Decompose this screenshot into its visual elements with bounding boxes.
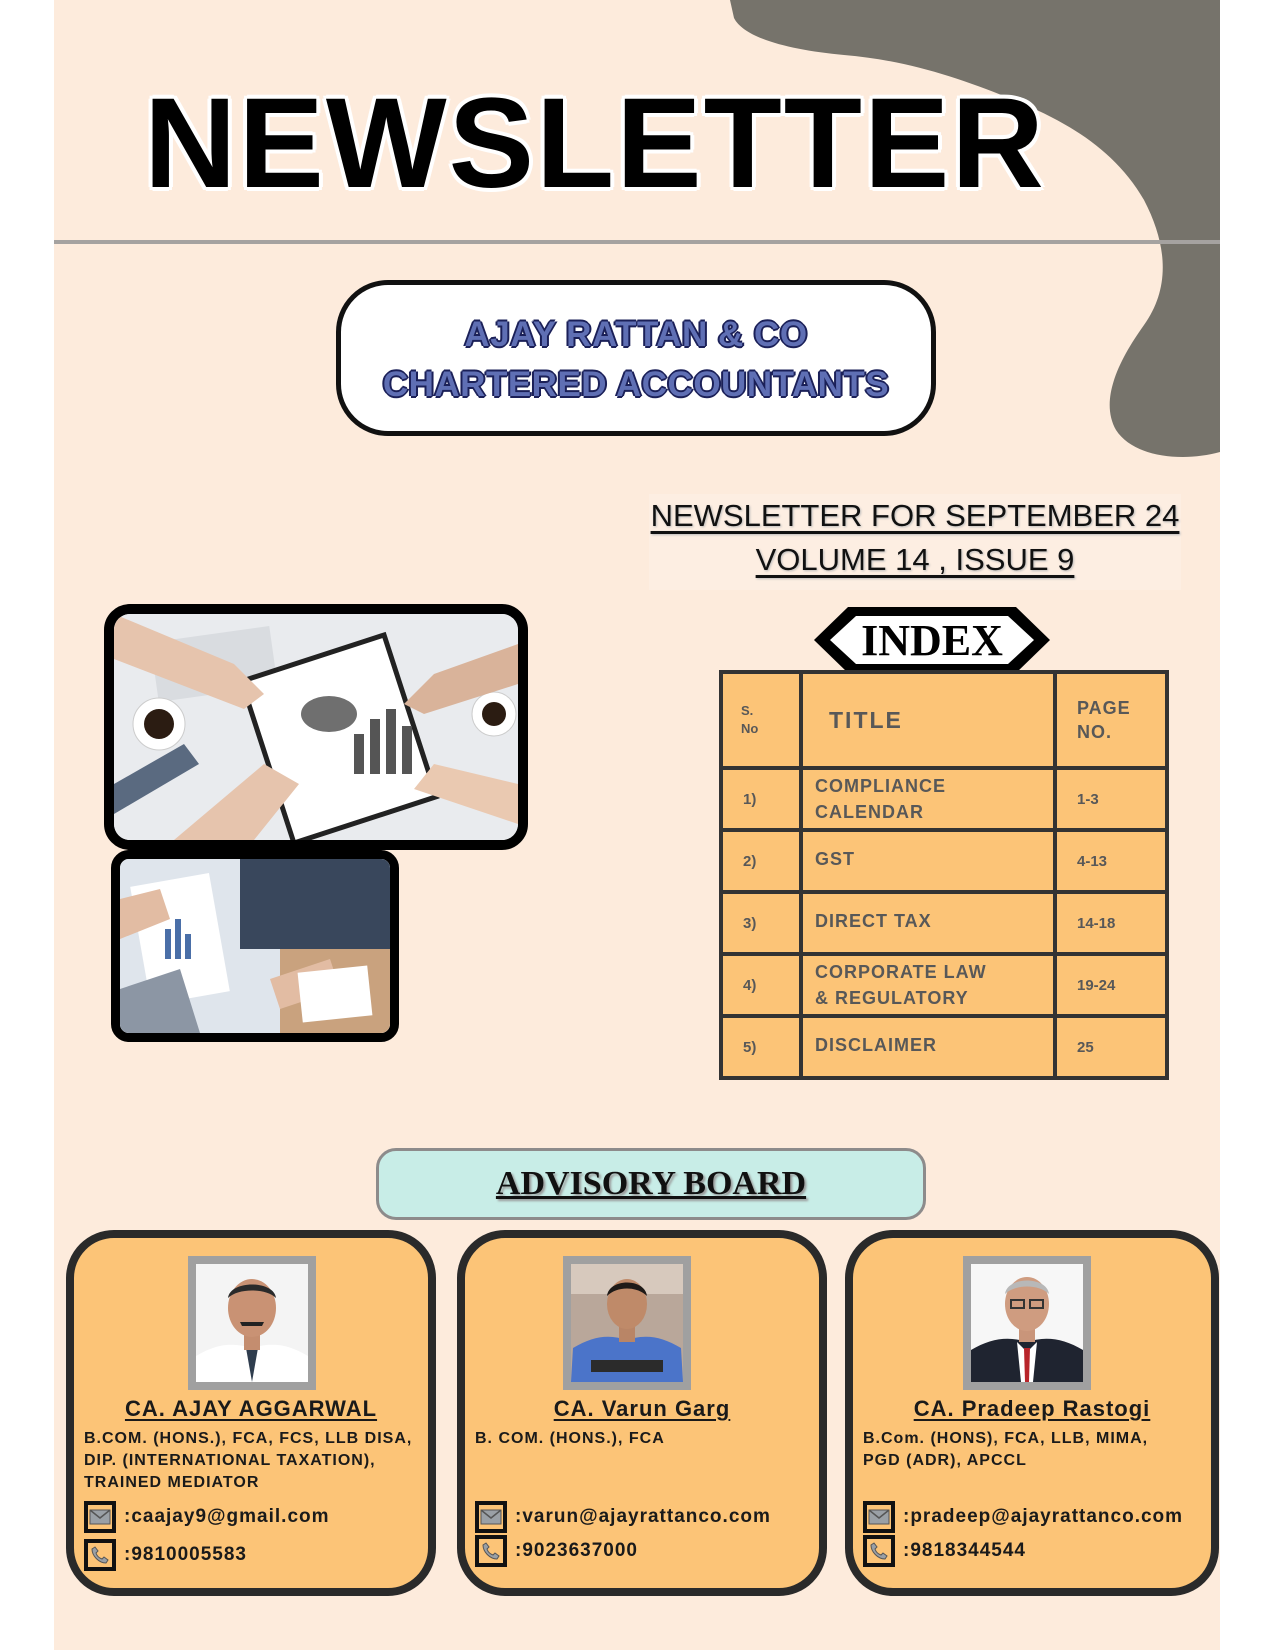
advisor-email[interactable]: :pradeep@ajayrattanco.com — [903, 1506, 1184, 1527]
row-title: CORPORATE LAW & REGULATORY — [801, 954, 1055, 1016]
documents-photo — [111, 850, 399, 1042]
row-sno: 4) — [721, 954, 801, 1016]
issue-info — [649, 494, 1181, 590]
row-sno: 1) — [721, 768, 801, 830]
issue-month: NEWSLETTER FOR SEPTEMBER 24 — [650, 498, 1180, 533]
advisor-card-rastogi — [845, 1230, 1219, 1596]
row-page: 14-18 — [1055, 892, 1167, 954]
row-page: 25 — [1055, 1016, 1167, 1078]
row-page: 19-24 — [1055, 954, 1167, 1016]
row-page: 4-13 — [1055, 830, 1167, 892]
avatar — [963, 1256, 1091, 1390]
index-heading: INDEX — [810, 604, 1054, 676]
phone-icon — [84, 1539, 116, 1571]
envelope-icon — [475, 1501, 507, 1533]
newsletter-page — [54, 0, 1220, 1650]
advisor-qualifications: B.COM. (HONS.), FCA, FCS, LLB DISA, DIP. (INTERNATIONAL TAXATION), TRAINED MEDIATOR — [84, 1430, 413, 1491]
issue-volume: VOLUME 14 , ISSUE 9 — [755, 542, 1075, 577]
firm-name: AJAY RATTAN & CO — [464, 315, 808, 354]
envelope-icon — [863, 1501, 895, 1533]
row-title: COMPLIANCE CALENDAR — [801, 768, 1055, 830]
row-title: DIRECT TAX — [801, 892, 1055, 954]
firm-designation: CHARTERED ACCOUNTANTS — [382, 365, 890, 404]
title-header: TITLE — [801, 672, 1055, 768]
advisor-qualifications: B. COM. (HONS.), FCA — [475, 1430, 665, 1447]
advisor-name: CA. Varun Garg — [553, 1396, 731, 1421]
table-row — [721, 768, 1167, 830]
advisor-email[interactable]: :caajay9@gmail.com — [124, 1506, 330, 1527]
advisor-phone[interactable]: :9810005583 — [124, 1544, 247, 1565]
advisor-email-row[interactable] — [84, 1500, 330, 1534]
advisor-phone[interactable]: :9818344544 — [903, 1540, 1026, 1561]
advisor-card-garg — [457, 1230, 827, 1596]
firm-name-box — [336, 280, 936, 436]
advisor-email-row[interactable] — [863, 1500, 1183, 1534]
sno-header: S. No — [721, 672, 801, 768]
advisor-name: CA. AJAY AGGARWAL — [124, 1396, 378, 1421]
row-title: DISCLAIMER — [801, 1016, 1055, 1078]
table-row — [721, 1016, 1167, 1078]
advisor-email[interactable]: :varun@ajayrattanco.com — [515, 1506, 771, 1527]
page-header: PAGE NO. — [1055, 672, 1167, 768]
newsletter-title: NEWSLETTER — [144, 72, 1046, 215]
row-page: 1-3 — [1055, 768, 1167, 830]
table-row — [721, 954, 1167, 1016]
row-sno: 2) — [721, 830, 801, 892]
phone-icon — [475, 1535, 507, 1567]
header-divider — [54, 240, 1220, 244]
row-sno: 5) — [721, 1016, 801, 1078]
advisor-name: CA. Pradeep Rastogi — [913, 1396, 1151, 1421]
advisor-phone-row[interactable] — [84, 1538, 247, 1572]
avatar — [188, 1256, 316, 1390]
row-sno: 3) — [721, 892, 801, 954]
table-row — [721, 830, 1167, 892]
advisor-card-aggarwal — [66, 1230, 436, 1596]
advisor-phone-row[interactable] — [475, 1534, 638, 1568]
table-row — [721, 892, 1167, 954]
advisory-board-heading: ADVISORY BOARD — [376, 1148, 926, 1220]
index-header-row — [721, 672, 1167, 768]
advisor-phone-row[interactable] — [863, 1534, 1026, 1568]
index-table — [719, 670, 1169, 1080]
meeting-photo — [104, 604, 528, 850]
advisor-qualifications: B.Com. (HONS), FCA, LLB, MIMA, PGD (ADR), APCCL — [863, 1430, 1149, 1469]
avatar — [563, 1256, 691, 1390]
phone-icon — [863, 1535, 895, 1567]
advisor-email-row[interactable] — [475, 1500, 771, 1534]
envelope-icon — [84, 1501, 116, 1533]
row-title: GST — [801, 830, 1055, 892]
advisor-phone[interactable]: :9023637000 — [515, 1540, 638, 1561]
